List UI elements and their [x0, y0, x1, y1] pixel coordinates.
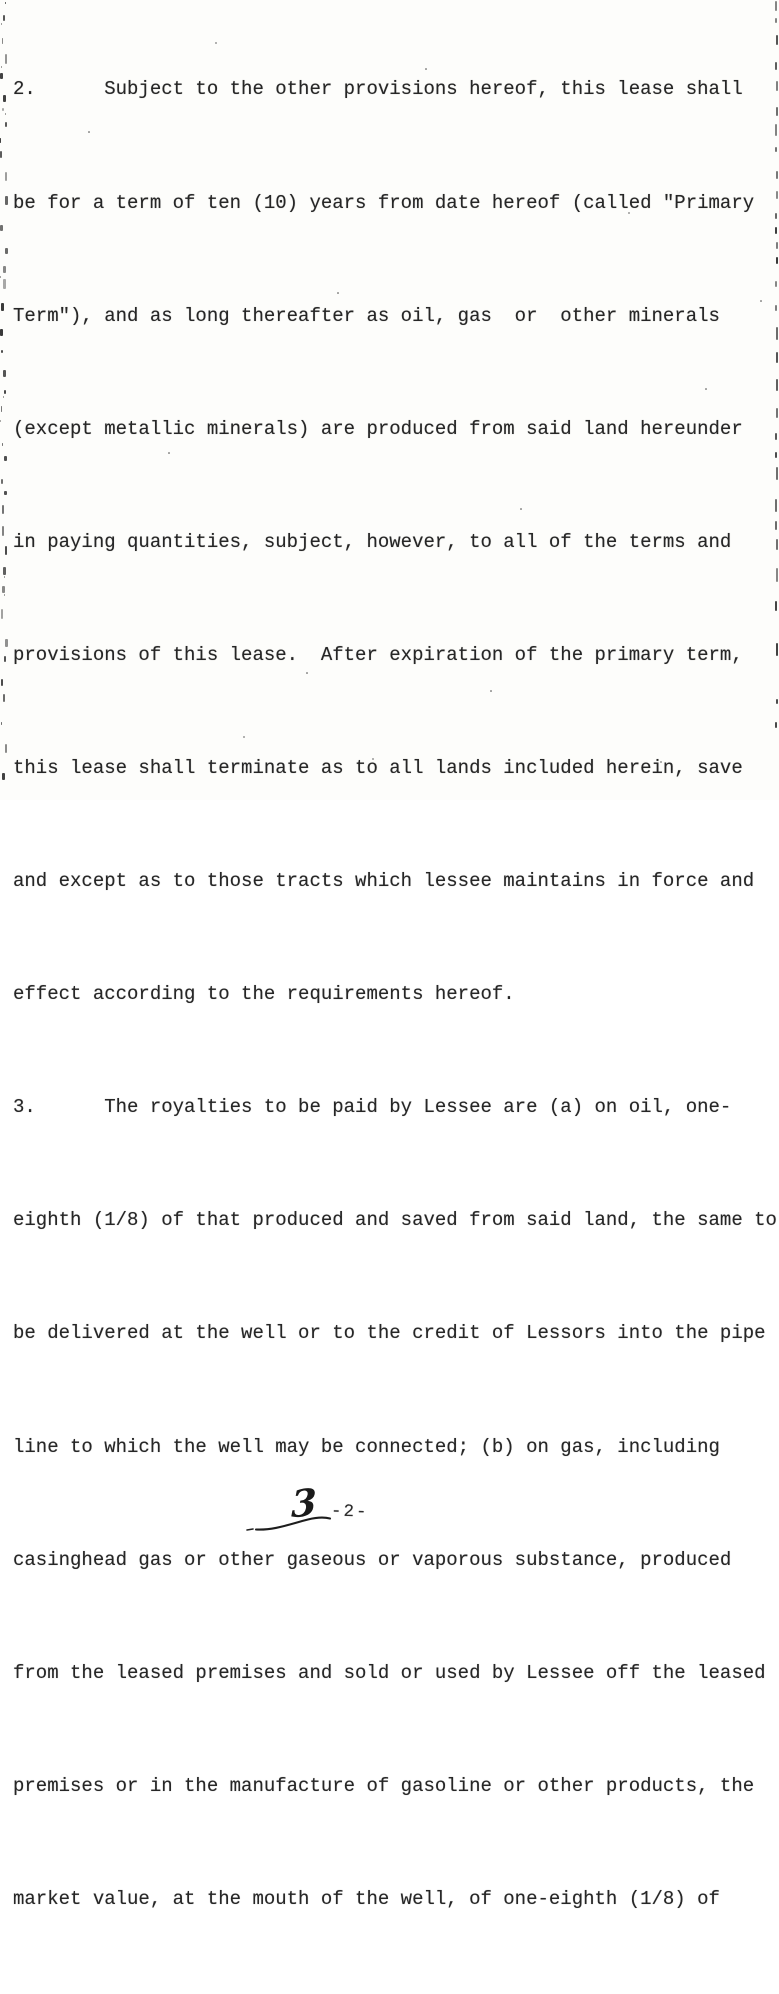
edge-mark: [5, 2, 6, 4]
edge-mark: [1, 679, 3, 686]
text-line: casinghead gas or other gaseous or vaporous substance, produced: [13, 1548, 732, 1571]
edge-mark: [0, 73, 3, 79]
text-line: line to which the well may be connected; (b) on gas, including: [13, 1435, 720, 1458]
text-line: Term"), and as long thereafter as oil, gas or other minerals: [13, 304, 720, 327]
edge-mark: [3, 266, 6, 273]
text-line: eighth (1/8) of that produced and saved from said land, the same to: [13, 1209, 777, 1232]
text-line-clause3-start: 3. The royalties to be paid by Lessee are (a) on oil, one-: [13, 1096, 732, 1119]
edge-mark: [2, 586, 5, 593]
edge-mark: [0, 329, 3, 336]
edge-mark: [0, 420, 1, 422]
text-line: be delivered at the well or to the credit of Lessors into the pipe: [13, 1322, 766, 1345]
edge-mark: [1, 350, 3, 353]
edge-mark: [0, 138, 1, 143]
edge-mark: [1, 479, 3, 484]
edge-mark: [0, 276, 1, 278]
text-line: and except as to those tracts which lessee maintains in force and: [13, 870, 755, 893]
edge-mark: [4, 576, 5, 578]
edge-mark: [4, 390, 6, 394]
document-body-text: [13, 0, 779, 1994]
typed-page-number: -2-: [330, 1501, 369, 1523]
edge-mark: [2, 505, 4, 514]
edge-mark: [3, 95, 6, 102]
edge-mark: [5, 113, 6, 115]
edge-mark: [2, 443, 3, 446]
text-line: effect according to the requirements hereof.: [13, 983, 515, 1006]
edge-mark: [5, 546, 7, 555]
edge-mark: [0, 225, 3, 231]
edge-mark: [1, 609, 3, 619]
edge-mark: [1, 66, 2, 68]
text-line: provisions of this lease. After expiration of the primary term,: [13, 643, 743, 666]
edge-mark: [4, 491, 7, 495]
edge-mark: [1, 303, 4, 311]
edge-mark: [3, 15, 5, 21]
edge-mark: [4, 594, 5, 596]
handwritten-page-mark: 3: [291, 1479, 317, 1527]
text-line: premises or in the manufacture of gasoline or other products, the: [13, 1774, 755, 1797]
scan-edge-artifacts-left: [0, 0, 10, 800]
edge-mark: [0, 151, 2, 158]
edge-mark: [2, 108, 4, 111]
edge-mark: [2, 38, 3, 44]
text-line-clause2-start: 2. Subject to the other provisions hereof, this lease shall: [13, 78, 743, 101]
text-line: from the leased premises and sold or used by Lessee off the leased: [13, 1661, 766, 1684]
text-line: (except metallic minerals) are produced from said land hereunder: [13, 417, 743, 440]
text-line: in paying quantities, subject, however, to all of the terms and: [13, 530, 732, 553]
edge-mark: [1, 722, 2, 725]
text-line: be for a term of ten (10) years from date hereof (called "Primary: [13, 191, 755, 214]
edge-mark: [3, 567, 6, 575]
edge-mark: [3, 694, 5, 702]
edge-mark: [5, 122, 7, 127]
edge-mark: [5, 54, 7, 64]
edge-mark: [5, 248, 8, 254]
edge-mark: [1, 406, 2, 412]
edge-mark: [3, 370, 6, 377]
text-line: market value, at the mouth of the well, of one-eighth (1/8) of: [13, 1887, 720, 1910]
handwritten-underline-flourish: [246, 1511, 332, 1533]
edge-mark: [3, 279, 6, 289]
text-line: this lease shall terminate as to all lands included herein, save: [13, 756, 743, 779]
edge-mark: [4, 456, 7, 461]
edge-mark: [3, 396, 4, 398]
edge-mark: [2, 526, 4, 536]
edge-mark: [1, 23, 2, 25]
edge-mark: [5, 639, 8, 647]
edge-mark: [4, 656, 6, 662]
edge-mark: [5, 196, 8, 205]
edge-mark: [5, 172, 7, 181]
